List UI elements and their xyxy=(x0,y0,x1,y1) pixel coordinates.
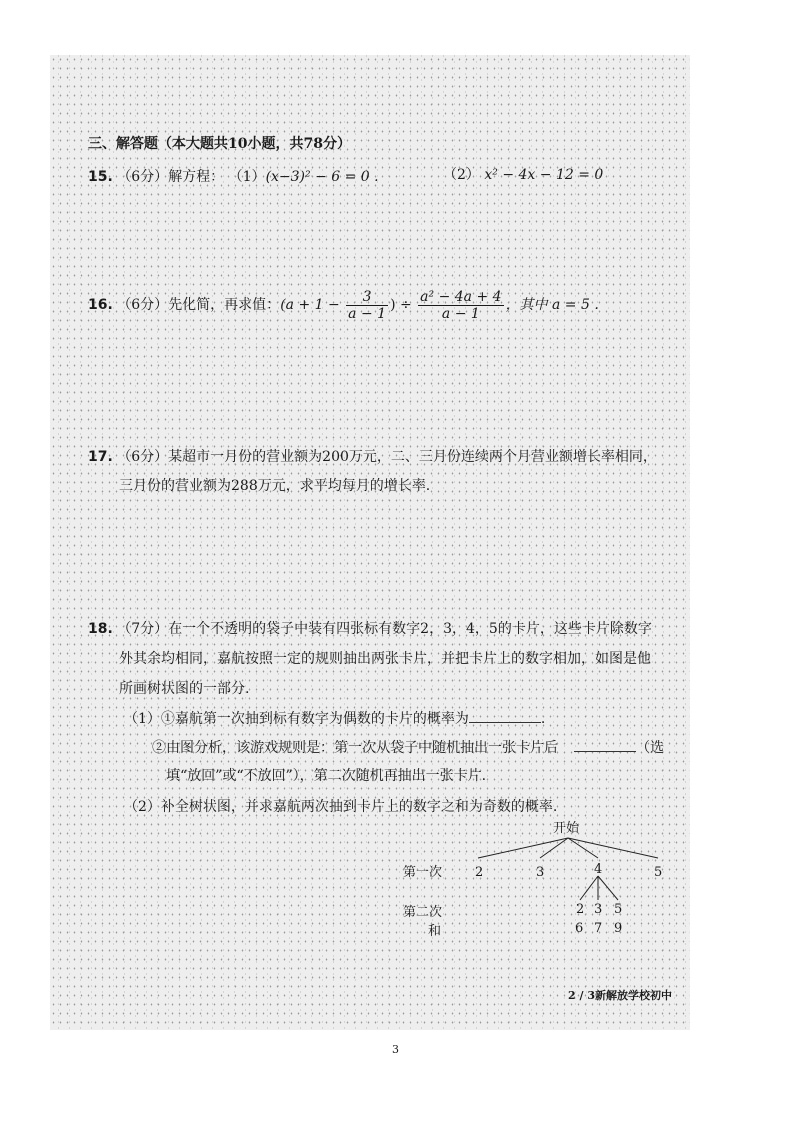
question-text: 某超市一月份的营业额为200万元，二、三月份连续两个月营业额增长率相同， xyxy=(168,449,657,465)
tree-branch xyxy=(580,876,598,900)
fraction-denominator: a − 1 xyxy=(348,305,387,322)
question-number: 18. xyxy=(88,621,113,637)
question-prompt: 先化简，再求值： xyxy=(168,297,281,313)
question-score: （6分） xyxy=(117,169,169,185)
fraction-denominator: a − 1 xyxy=(441,305,480,322)
question-number: 15. xyxy=(88,169,113,185)
tree-second-label: 第二次 xyxy=(403,905,443,920)
page-number: 3 xyxy=(392,1043,399,1056)
footer-stamp: 2 / 3新解放学校初中 xyxy=(568,989,672,1002)
expression-lead: (a + 1 − xyxy=(280,297,340,313)
question-number: 16. xyxy=(88,297,113,313)
question-prompt: 解方程： xyxy=(168,169,225,185)
fraction-numerator: 3 xyxy=(346,289,388,306)
question-18-part-1b-line-2: 填“放回”或“不放回”），第二次随机再抽出一张卡片. xyxy=(166,768,487,784)
tree-first-node: 2 xyxy=(475,865,484,880)
question-score: （7分） xyxy=(117,621,169,637)
equation-1: (x−3)² − 6 = 0 . xyxy=(265,169,379,185)
question-17-line-2: 三月份的营业额为288万元，求平均每月的增长率. xyxy=(119,478,431,494)
question-score: （6分） xyxy=(117,297,169,313)
question-text: 在一个不透明的袋子中装有四张标有数字2，3，4，5的卡片，这些卡片除数字 xyxy=(168,621,652,637)
tree-sum-label: 和 xyxy=(428,924,442,939)
section-title: 三、解答题（本大题共10小题，共78分） xyxy=(88,136,351,152)
part-label: （2） xyxy=(443,167,480,183)
part-label: （1） xyxy=(124,711,161,727)
tree-first-node: 4 xyxy=(594,862,603,877)
part-text: ①嘉航第一次抽到标有数字为偶数的卡片的概率为 xyxy=(160,711,469,727)
expression-condition: ，其中 a = 5 . xyxy=(505,297,599,313)
tree-second-node: 2 xyxy=(576,902,585,917)
period: . xyxy=(540,711,546,727)
tree-root: 开始 xyxy=(553,821,580,836)
question-18-part-2: （2）补全树状图，并求嘉航两次抽到卡片上的数字之和为奇数的概率. xyxy=(124,799,558,815)
tree-second-node: 5 xyxy=(614,902,623,917)
tree-first-node: 3 xyxy=(536,865,545,880)
part-text-end: （选 xyxy=(636,740,664,756)
question-number: 17. xyxy=(88,449,113,465)
tree-branch xyxy=(568,838,658,858)
fraction-numerator: a² − 4a + 4 xyxy=(420,288,502,305)
tree-sum: 6 xyxy=(575,921,584,936)
tree-sum: 7 xyxy=(594,921,603,936)
tree-sum: 9 xyxy=(614,921,623,936)
question-18-line-2: 外其余均相同，嘉航按照一定的规则抽出两张卡片，并把卡片上的数字相加，如图是他 xyxy=(119,651,651,667)
tree-first-label: 第一次 xyxy=(403,865,443,880)
tree-first-node: 5 xyxy=(654,865,663,880)
part-text: ②由图分析，该游戏规则是：第一次从袋子中随机抽出一张卡片后 xyxy=(152,740,558,756)
equation-2: x² − 4x − 12 = 0 xyxy=(484,167,604,183)
tree-branch xyxy=(598,876,618,900)
expression-divide: ) ÷ xyxy=(390,297,412,313)
tree-second-node: 3 xyxy=(594,902,603,917)
part-label: （1） xyxy=(228,169,266,185)
question-18-line-3: 所画树状图的一部分. xyxy=(119,681,250,697)
question-score: （6分） xyxy=(117,449,169,465)
